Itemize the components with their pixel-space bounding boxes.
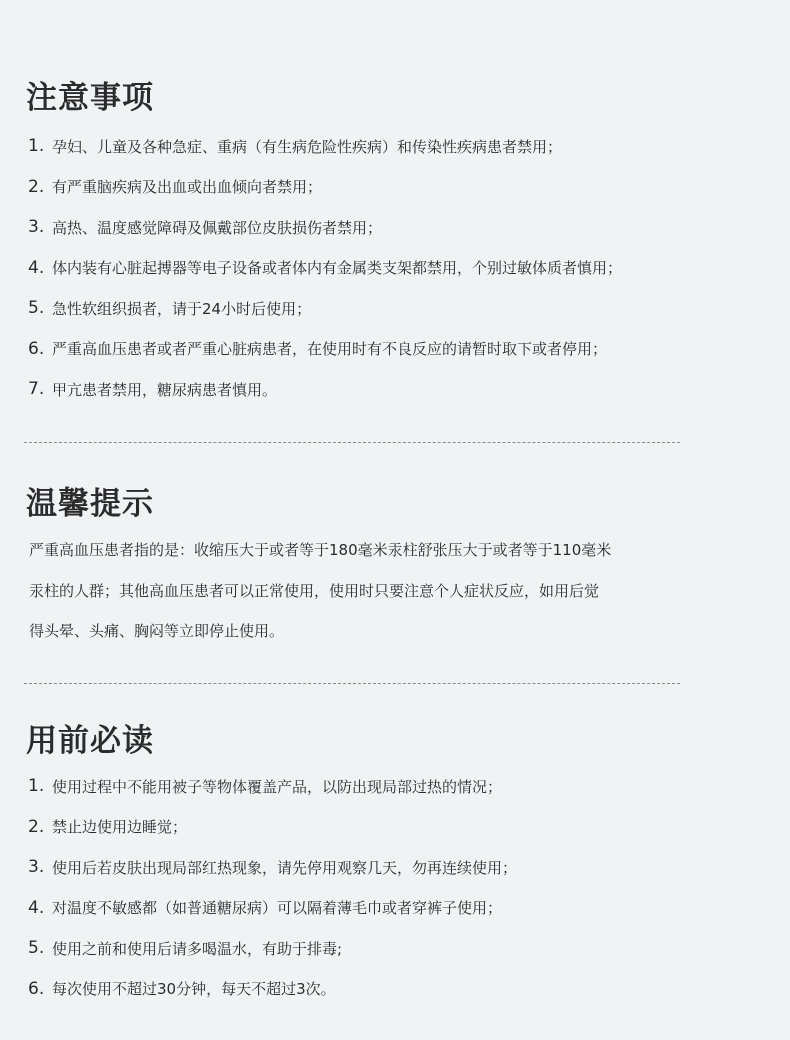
- list-item: [28, 807, 517, 848]
- item-number: 3.: [28, 217, 45, 238]
- item-number: 5.: [28, 938, 45, 959]
- item-text: 严重高血压患者或者严重心脏病患者，在使用时有不良反应的请暂时取下或者停用；: [52, 340, 608, 359]
- list-item: [28, 167, 622, 208]
- item-number: 6.: [28, 338, 45, 359]
- item-text: 使用之前和使用后请多喝温水，有助于排毒;: [52, 939, 343, 958]
- tips-paragraph: [29, 530, 699, 652]
- item-number: 1.: [28, 136, 45, 157]
- tips-line: 得头晕、头痛、胸闷等立即停止使用。: [29, 622, 285, 640]
- item-number: 2.: [28, 816, 45, 837]
- item-number: 2.: [28, 176, 45, 197]
- item-text: 有严重脑疾病及出血或出血倾向者禁用；: [52, 178, 323, 197]
- item-text: 禁止边使用边睡觉；: [52, 818, 188, 837]
- item-text: 孕妇、儿童及各种急症、重病（有生病危险性疾病）和传染性疾病患者禁用；: [52, 137, 563, 156]
- item-text: 使用过程中不能用被子等物体覆盖产品，以防出现局部过热的情况；: [52, 777, 503, 796]
- item-number: 3.: [28, 857, 45, 878]
- item-text: 急性软组织损者，请于24小时后使用；: [52, 299, 312, 318]
- list-item: [28, 766, 517, 807]
- precautions-list: [28, 126, 622, 410]
- item-number: 4.: [28, 257, 45, 278]
- item-number: 7.: [28, 379, 45, 400]
- item-text: 甲亢患者禁用，糖尿病患者慎用。: [52, 380, 278, 399]
- tips-line: 严重高血压患者指的是：收缩压大于或者等于180毫米汞柱舒张压大于或者等于110毫米: [29, 541, 612, 559]
- precautions-title: 注意事项: [26, 80, 154, 116]
- tips-title: 温馨提示: [26, 486, 154, 522]
- read-before-use-list: [28, 766, 517, 1009]
- section-divider: [24, 442, 680, 443]
- list-item: [28, 369, 622, 410]
- item-number: 6.: [28, 978, 45, 999]
- list-item: [28, 207, 622, 248]
- item-text: 高热、温度感觉障碍及佩戴部位皮肤损伤者禁用；: [52, 218, 383, 237]
- list-item: [28, 888, 517, 929]
- list-item: [28, 969, 517, 1010]
- list-item: [28, 847, 517, 888]
- list-item: [28, 126, 622, 167]
- list-item: [28, 928, 517, 969]
- item-number: 4.: [28, 897, 45, 918]
- item-text: 每次使用不超过30分钟，每天不超过3次。: [52, 980, 336, 999]
- read-before-use-title: 用前必读: [26, 723, 154, 759]
- list-item: [28, 248, 622, 289]
- item-text: 体内装有心脏起搏器等电子设备或者体内有金属类支架都禁用，个别过敏体质者慎用；: [52, 259, 623, 278]
- item-text: 对温度不敏感都（如普通糖尿病）可以隔着薄毛巾或者穿裤子使用；: [52, 899, 503, 918]
- list-item: [28, 329, 622, 370]
- section-divider: [24, 683, 680, 684]
- list-item: [28, 288, 622, 329]
- item-text: 使用后若皮肤出现局部红热现象，请先停用观察几天，勿再连续使用；: [52, 858, 518, 877]
- item-number: 5.: [28, 298, 45, 319]
- tips-line: 汞柱的人群；其他高血压患者可以正常使用，使用时只要注意个人症状反应，如用后觉: [29, 581, 600, 600]
- item-number: 1.: [28, 776, 45, 797]
